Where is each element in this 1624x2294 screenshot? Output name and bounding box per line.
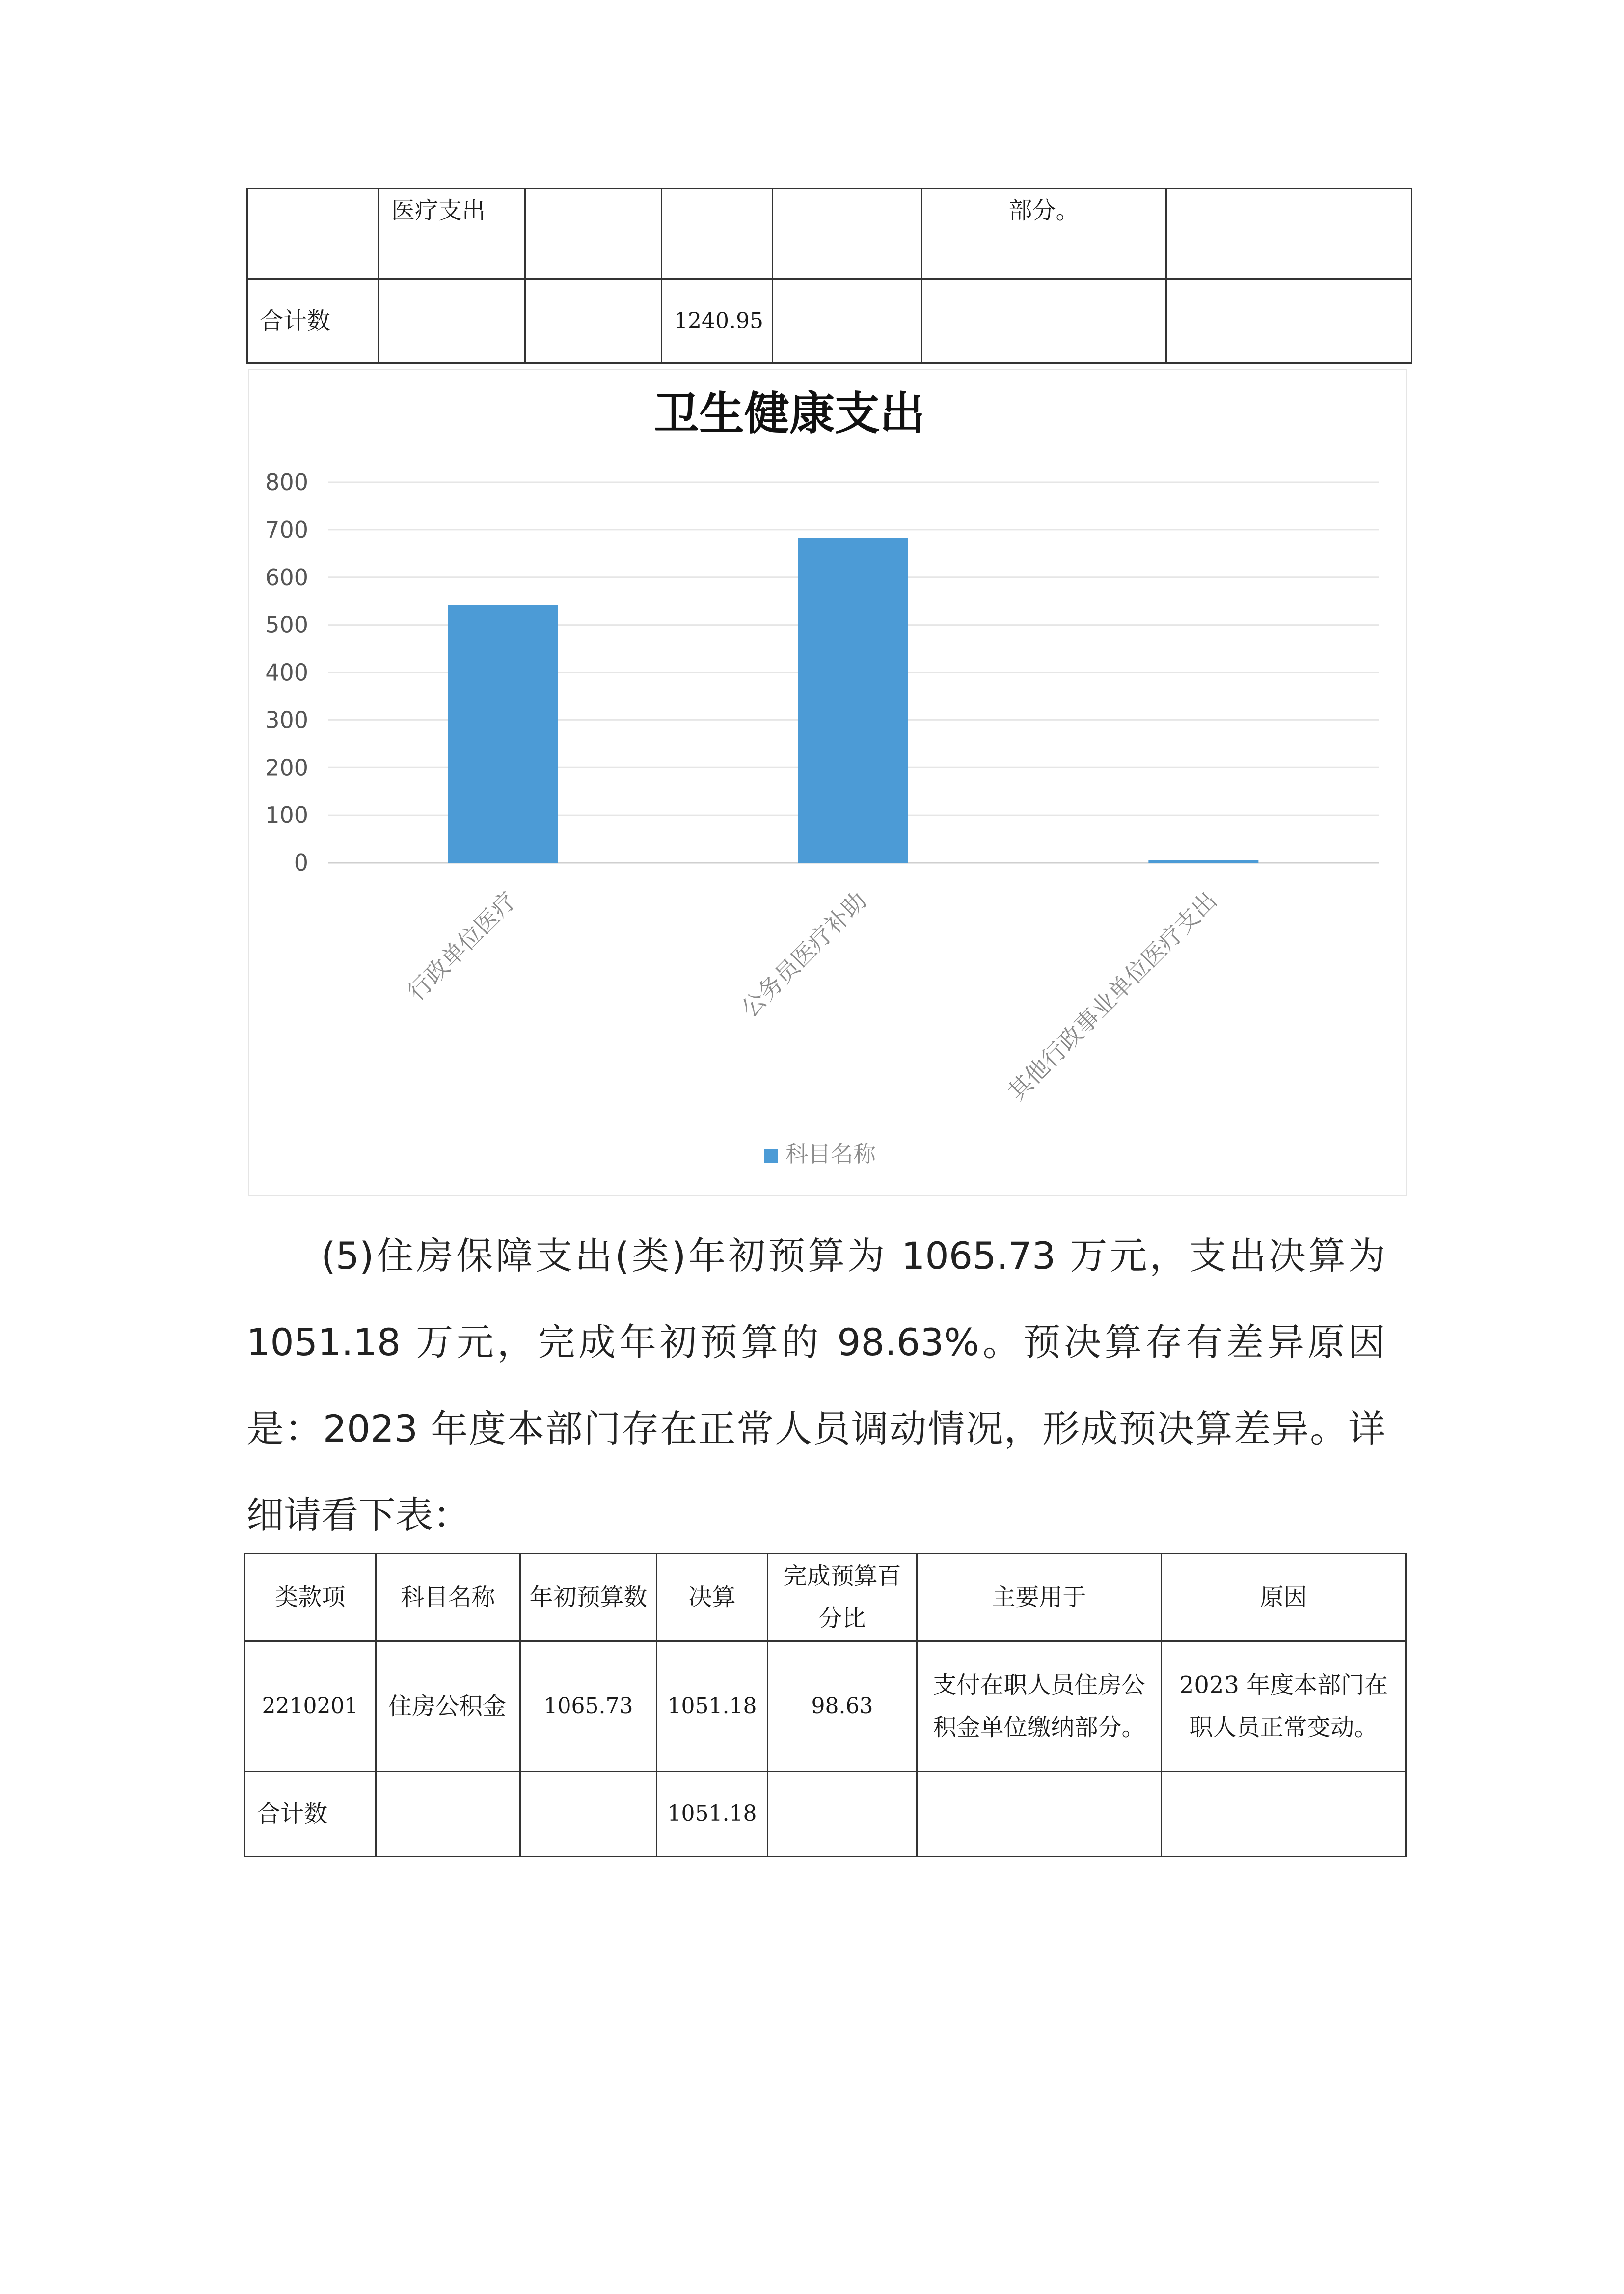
table-row bbox=[244, 1641, 1406, 1772]
table-cell bbox=[525, 279, 662, 363]
y-tick-label: 0 bbox=[294, 849, 308, 876]
table-cell: 住房公积金 bbox=[376, 1641, 520, 1772]
bar bbox=[448, 605, 558, 863]
table-cell bbox=[247, 189, 379, 279]
table-cell: 支付在职人员住房公积金单位缴纳部分。 bbox=[917, 1641, 1162, 1772]
table-cell bbox=[917, 1772, 1162, 1857]
table-cell bbox=[379, 279, 525, 363]
y-tick-label: 700 bbox=[265, 516, 308, 543]
column-header: 主要用于 bbox=[917, 1554, 1162, 1641]
table-cell: 1051.18 bbox=[657, 1641, 768, 1772]
table-cell bbox=[768, 1772, 917, 1857]
table-row bbox=[247, 279, 1412, 363]
table-cell bbox=[773, 189, 922, 279]
budget-table-continued bbox=[246, 188, 1412, 364]
table-row bbox=[247, 189, 1412, 279]
table-cell bbox=[922, 279, 1166, 363]
y-tick-label: 500 bbox=[265, 611, 308, 638]
column-header: 决算 bbox=[657, 1554, 768, 1641]
chart-canvas bbox=[249, 370, 1406, 1195]
y-tick-label: 200 bbox=[265, 754, 308, 781]
y-tick-label: 300 bbox=[265, 707, 308, 734]
table-cell bbox=[525, 189, 662, 279]
total-value: 1240.95 bbox=[662, 279, 773, 363]
table-cell bbox=[1166, 279, 1412, 363]
chart-title: 卫生健康支出 bbox=[653, 387, 925, 440]
paragraph-text: (5)住房保障支出(类)年初预算为 1065.73 万元，支出决算为 1051.18 万元，完成年初预算的 98.63%。预决算存有差异原因是：2023 年度本部门存在正常人员调动情况，形成预决算差异。详细请看下表： bbox=[246, 1234, 1385, 1537]
table-total-row bbox=[244, 1772, 1406, 1857]
bar bbox=[798, 538, 908, 863]
x-tick-label: 公务员医疗补助 bbox=[736, 886, 872, 1023]
x-tick-label: 行政单位医疗 bbox=[402, 886, 522, 1007]
column-header: 年初预算数 bbox=[520, 1554, 657, 1641]
table-cell bbox=[1162, 1772, 1406, 1857]
y-tick-label: 400 bbox=[265, 659, 308, 686]
housing-expenditure-paragraph bbox=[246, 1213, 1385, 1558]
column-header: 科目名称 bbox=[376, 1554, 520, 1641]
legend-swatch bbox=[764, 1149, 778, 1163]
table-cell bbox=[520, 1772, 657, 1857]
total-value: 1051.18 bbox=[657, 1772, 768, 1857]
total-label: 合计数 bbox=[244, 1772, 376, 1857]
legend-label: 科目名称 bbox=[785, 1141, 876, 1167]
table-header-row bbox=[244, 1554, 1406, 1641]
table-cell bbox=[662, 189, 773, 279]
table-cell: 98.63 bbox=[768, 1641, 917, 1772]
health-expenditure-chart bbox=[248, 369, 1407, 1196]
column-header: 原因 bbox=[1162, 1554, 1406, 1641]
total-label: 合计数 bbox=[247, 279, 379, 363]
table-cell bbox=[1166, 189, 1412, 279]
x-tick-label: 其他行政事业单位医疗支出 bbox=[1002, 886, 1222, 1106]
column-header: 完成预算百分比 bbox=[768, 1554, 917, 1641]
table-cell: 2023 年度本部门在职人员正常变动。 bbox=[1162, 1641, 1406, 1772]
table-cell bbox=[773, 279, 922, 363]
housing-expenditure-table bbox=[244, 1553, 1407, 1857]
table-cell: 2210201 bbox=[244, 1641, 376, 1772]
y-tick-label: 800 bbox=[265, 469, 308, 495]
y-tick-label: 600 bbox=[265, 564, 308, 591]
column-header: 类款项 bbox=[244, 1554, 376, 1641]
table-cell: 部分。 bbox=[922, 189, 1166, 279]
bar bbox=[1148, 860, 1258, 863]
table-cell bbox=[376, 1772, 520, 1857]
table-cell: 医疗支出 bbox=[379, 189, 525, 279]
table-cell: 1065.73 bbox=[520, 1641, 657, 1772]
y-tick-label: 100 bbox=[265, 802, 308, 829]
